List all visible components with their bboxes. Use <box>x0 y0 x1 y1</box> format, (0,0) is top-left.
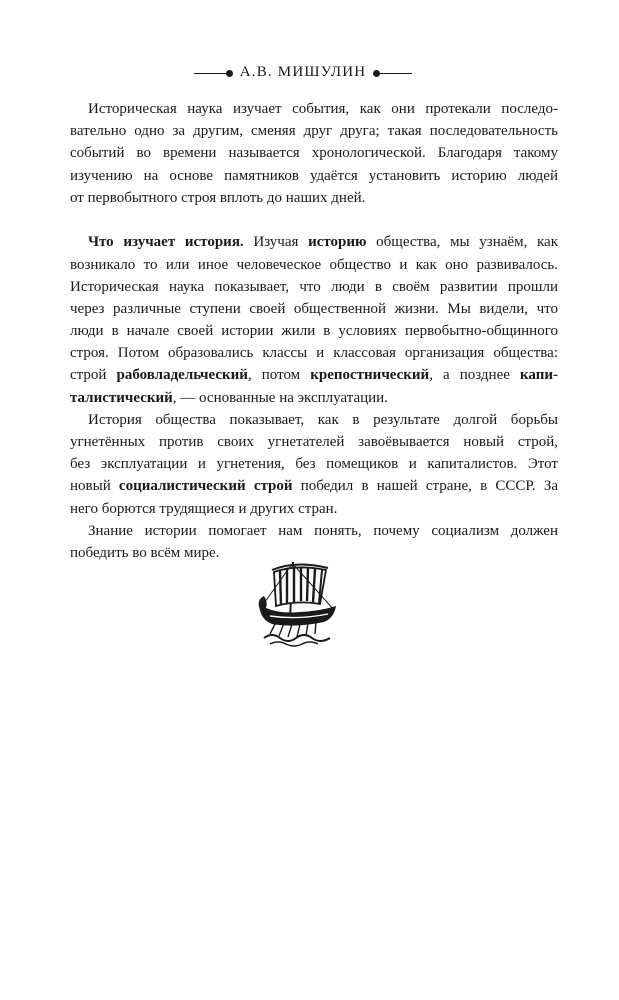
text-line: Историческая наука показывает, что люди в своём развитии прошли <box>70 278 558 295</box>
key-term: рабовладельческий <box>116 367 248 384</box>
text-line: от первобытного строя вплоть до наших дней. <box>70 189 366 206</box>
key-term: талистический <box>70 389 173 406</box>
text-line: строя. Потом образовались классы и классовая организация общества: <box>70 345 558 362</box>
section-heading: Что изучает история. <box>88 234 244 251</box>
text-line: угнетённых против своих угнетателей завоёвывается новый строй, <box>70 434 558 451</box>
key-term: капи- <box>519 367 558 384</box>
text-line: него борются трудящиеся и других стран. <box>70 500 338 517</box>
text-line: через различные ступени своей общественной жизни. Мы видели, что <box>70 300 558 317</box>
paragraph-2 <box>70 231 558 409</box>
text-line: победить во всём мире. <box>70 544 220 561</box>
running-head-dot-left <box>226 70 233 77</box>
text-line: талистический, — основанные на эксплуатации. <box>70 389 388 406</box>
running-head-rule-left <box>194 73 228 74</box>
text-line: возникало то или иное человеческое общество и как оно развивалось. <box>70 256 558 273</box>
paragraph-1 <box>70 98 558 209</box>
text-line: событий во времени называется хронологической. Благодаря такому <box>70 145 558 162</box>
body-text <box>70 98 558 564</box>
text-line: без эксплуатации и угнетения, без помещиков и капиталистов. Этот <box>70 456 558 473</box>
text-line: вательно одно за другим, сменяя друг друга; такая последовательность <box>70 123 558 140</box>
running-head-rule-right <box>378 73 412 74</box>
paragraph-3 <box>70 409 558 520</box>
ancient-ship-icon <box>250 556 344 648</box>
running-head-author: А.В. МИШУЛИН <box>239 64 367 80</box>
text-line: изучению на основе памятников удаётся установить историю людей <box>70 167 558 184</box>
text-line: люди в начале своей истории жили в условиях первобытно-общинного <box>70 323 558 340</box>
key-term: крепостнический <box>310 367 430 384</box>
key-term: историю <box>308 234 367 251</box>
text-line: Историческая наука изучает события, как они протекали последо- <box>88 101 558 117</box>
text-line: новый социалистический строй победил в нашей стране, в СССР. За <box>70 478 558 495</box>
running-head <box>0 62 619 86</box>
text-line: строй рабовладельческий, потом крепостнический, а позднее капи- <box>70 367 558 384</box>
text-line: История общества показывает, как в результате долгой борьбы <box>88 411 558 428</box>
key-term: социалистический строй <box>118 478 293 495</box>
text-line: Знание истории помогает нам понять, почему социализм должен <box>88 522 558 539</box>
text-line: Что изучает история. Изучая историю общества, мы узнаём, как <box>88 234 558 251</box>
